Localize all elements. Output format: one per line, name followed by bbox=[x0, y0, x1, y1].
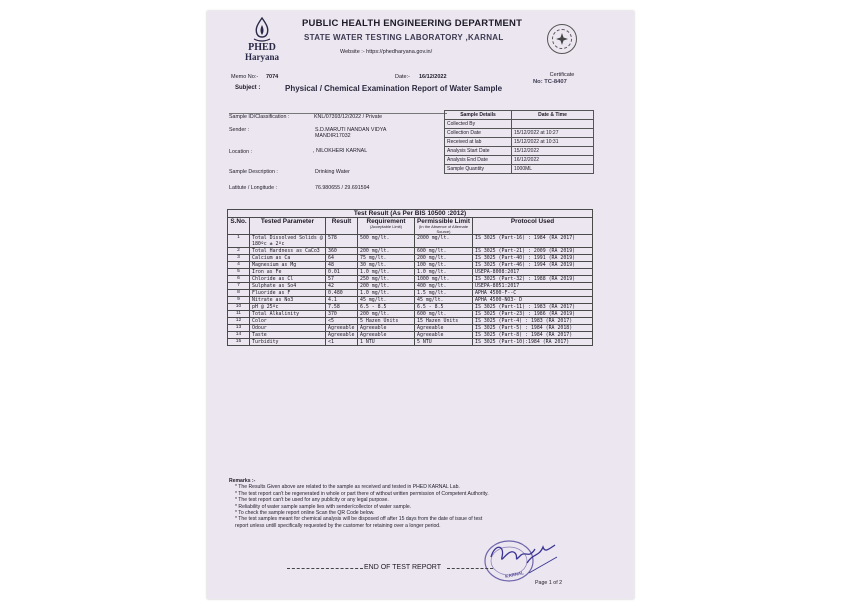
row-requirement: 1.0 mg/lt. bbox=[358, 290, 415, 297]
sample-desc-label: Sample Description : bbox=[229, 169, 278, 175]
end-line-right bbox=[447, 568, 493, 569]
requirement-label: Requirement bbox=[366, 218, 406, 225]
row-permissible: 100 mg/lt. bbox=[415, 262, 473, 269]
row-result: 578 bbox=[326, 235, 358, 248]
row-protocol: IS 3025 (Part-46) : 1994 (RA 2019) bbox=[473, 262, 593, 269]
remark-line: * To check the sample report online Scan the QR Code below. bbox=[235, 510, 375, 517]
row-permissible: 6.5 - 8.5 bbox=[415, 304, 473, 311]
table-row bbox=[228, 269, 593, 276]
location-label: Location : bbox=[229, 149, 252, 155]
remarks-title: Remarks :- bbox=[229, 478, 256, 484]
row-sno: 5 bbox=[228, 269, 250, 276]
test-result-title: Test Result (As Per BIS 10500 :2012) bbox=[228, 210, 593, 218]
row-parameter: Calcium as Ca bbox=[250, 255, 326, 262]
row-sno: 13 bbox=[228, 325, 250, 332]
detail-value: 15/12/2022 at 10:31 bbox=[512, 138, 594, 147]
row-sno: 9 bbox=[228, 297, 250, 304]
table-row bbox=[445, 120, 594, 129]
row-result: 64 bbox=[326, 255, 358, 262]
row-requirement: 1.0 mg/lt. bbox=[358, 269, 415, 276]
latlong-value: 76.980655 / 29.691594 bbox=[315, 185, 370, 191]
row-protocol: APHA 4500-F--C bbox=[473, 290, 593, 297]
remark-line: * The test report can't be used for any publicity or any legal purpose. bbox=[235, 497, 389, 504]
row-parameter: Taste bbox=[250, 332, 326, 339]
row-requirement: 30 mg/lt. bbox=[358, 262, 415, 269]
row-requirement: Agreeable bbox=[358, 325, 415, 332]
detail-label: Received at lab bbox=[445, 138, 512, 147]
row-permissible: 15 Hazen Units bbox=[415, 318, 473, 325]
table-row bbox=[445, 147, 594, 156]
table-row bbox=[228, 262, 593, 269]
lab-title: STATE WATER TESTING LABORATORY ,KARNAL bbox=[304, 33, 504, 42]
row-protocol: IS 3025 (Part-10):1984 (RA 2017) bbox=[473, 339, 593, 346]
detail-label: Analysis End Date bbox=[445, 156, 512, 165]
remark-line: * The test samples meant for chemical analysis will be disposed off after 15 days from the date of issue of test bbox=[235, 516, 483, 523]
col-sno-header: S.No. bbox=[228, 218, 250, 235]
row-requirement: Agreeable bbox=[358, 332, 415, 339]
department-title: PUBLIC HEALTH ENGINEERING DEPARTMENT bbox=[302, 18, 523, 29]
logo-phed-text: PHED bbox=[248, 42, 276, 53]
sample-id-value: KNL/07393/12/2022 / Private bbox=[314, 114, 383, 120]
row-protocol: USEPA-8008:2017 bbox=[473, 269, 593, 276]
row-permissible: 400 mg/lt. bbox=[415, 283, 473, 290]
row-requirement: 45 mg/lt. bbox=[358, 297, 415, 304]
detail-value: 15/12/2022 bbox=[512, 147, 594, 156]
detail-value: 1000ML bbox=[512, 165, 594, 174]
row-result: 48 bbox=[326, 262, 358, 269]
certificate-label: Certificate bbox=[549, 72, 575, 78]
col-permissible-header bbox=[415, 218, 473, 235]
sender-line-2: MANDIR17032 bbox=[315, 133, 351, 139]
permissible-label: Permissible Limit bbox=[417, 218, 470, 225]
col-result-header: Result bbox=[326, 218, 358, 235]
end-of-report: END OF TEST REPORT bbox=[364, 564, 442, 571]
row-requirement: 500 mg/lt. bbox=[358, 235, 415, 248]
row-result: <1 bbox=[326, 339, 358, 346]
phed-logo-icon bbox=[251, 17, 273, 43]
table-row bbox=[228, 297, 593, 304]
remark-line: report unless untill specifically requested by the customer for retaining over a longer period. bbox=[235, 522, 441, 529]
row-protocol: IS 3025 (Part-32) : 1988 (RA 2019) bbox=[473, 276, 593, 283]
row-parameter: Nitrate as No3 bbox=[250, 297, 326, 304]
row-sno: 11 bbox=[228, 311, 250, 318]
table-row bbox=[228, 248, 593, 255]
permissible-sublabel: (In the Absence of Alternate Source) bbox=[418, 224, 469, 234]
sample-details-header: Sample Details bbox=[445, 111, 512, 120]
table-row bbox=[228, 276, 593, 283]
row-result: 7.58 bbox=[326, 304, 358, 311]
detail-label: Collected By bbox=[445, 120, 512, 129]
row-protocol: IS 3025 (Part-16) : 1984 (RA 2017) bbox=[473, 235, 593, 248]
row-requirement: 5 Hazen Units bbox=[358, 318, 415, 325]
table-row bbox=[228, 290, 593, 297]
table-row bbox=[228, 311, 593, 318]
signature-stamp-icon bbox=[469, 533, 561, 585]
row-permissible: Agreeable bbox=[415, 325, 473, 332]
table-row bbox=[445, 156, 594, 165]
row-parameter: Iron as Fe bbox=[250, 269, 326, 276]
lab-seal-icon bbox=[547, 24, 577, 54]
row-parameter: pH @ 25ºc bbox=[250, 304, 326, 311]
row-permissible: 2000 mg/lt. bbox=[415, 235, 473, 248]
report-page bbox=[207, 11, 634, 599]
row-sno: 10 bbox=[228, 304, 250, 311]
page-number: Page 1 of 2 bbox=[535, 580, 563, 586]
row-result: 42 bbox=[326, 283, 358, 290]
results-body bbox=[228, 235, 593, 346]
requirement-sublabel: (Acceptable Limit) bbox=[369, 224, 402, 229]
logo-haryana-text: Haryana bbox=[244, 52, 279, 62]
row-permissible: 1.0 mg/lt. bbox=[415, 269, 473, 276]
row-result: <5 bbox=[326, 318, 358, 325]
row-protocol: IS 3025 (Part-5) : 1984 (RA 2018) bbox=[473, 325, 593, 332]
row-parameter: Chloride as Cl bbox=[250, 276, 326, 283]
table-row bbox=[228, 283, 593, 290]
table-row bbox=[228, 255, 593, 262]
row-parameter: Odour bbox=[250, 325, 326, 332]
report-date: 16/12/2022 bbox=[419, 74, 447, 80]
table-row bbox=[445, 129, 594, 138]
test-result-table bbox=[227, 209, 593, 346]
detail-label: Sample Quantity bbox=[445, 165, 512, 174]
row-requirement: 6.5 - 8.5 bbox=[358, 304, 415, 311]
row-sno: 4 bbox=[228, 262, 250, 269]
row-sno: 15 bbox=[228, 339, 250, 346]
row-requirement: 200 mg/lt. bbox=[358, 248, 415, 255]
col-protocol-header: Protocol Used bbox=[473, 218, 593, 235]
row-result: 360 bbox=[326, 248, 358, 255]
sample-id-label: Sample ID/Classification : bbox=[229, 114, 290, 120]
end-line-left bbox=[287, 568, 363, 569]
subject-text: Physical / Chemical Examination Report of Water Sample bbox=[285, 84, 503, 93]
remark-line: * The Results Given above are related to the sample as received and tested in PHED KARNAL Lab. bbox=[235, 484, 460, 491]
row-permissible: 1000 mg/lt. bbox=[415, 276, 473, 283]
latlong-label: Latitute / Longitude : bbox=[229, 185, 278, 191]
col-requirement-header bbox=[358, 218, 415, 235]
sender-label: Sender : bbox=[229, 127, 250, 133]
row-result: 370 bbox=[326, 311, 358, 318]
row-permissible: Agreeable bbox=[415, 332, 473, 339]
row-parameter: Turbidity bbox=[250, 339, 326, 346]
sample-details-table bbox=[444, 110, 594, 174]
row-sno: 12 bbox=[228, 318, 250, 325]
row-parameter: Total Alkalinity bbox=[250, 311, 326, 318]
row-result: 0.01 bbox=[326, 269, 358, 276]
row-protocol: IS 3025 (Part-8) : 1984 (RA 2017) bbox=[473, 332, 593, 339]
row-protocol: IS 3025 (Part-11) : 1983 (RA 2017) bbox=[473, 304, 593, 311]
remark-line: * Reliability of water sample sample lies with sender/collector of water sample. bbox=[235, 503, 412, 510]
certificate-number: No: TC-8407 bbox=[533, 79, 567, 85]
table-row bbox=[445, 138, 594, 147]
row-sno: 3 bbox=[228, 255, 250, 262]
row-permissible: 200 mg/lt. bbox=[415, 255, 473, 262]
row-permissible: 600 mg/lt. bbox=[415, 248, 473, 255]
website-link[interactable]: Website :- https://phedharyana.gov.in/ bbox=[340, 49, 433, 55]
row-parameter: Total Dissolved Solids @ 180ºc ± 2ºc bbox=[250, 235, 326, 248]
row-sno: 7 bbox=[228, 283, 250, 290]
remarks-block bbox=[229, 478, 599, 529]
table-row bbox=[228, 304, 593, 311]
row-result: 57 bbox=[326, 276, 358, 283]
row-permissible: 600 mg/lt. bbox=[415, 311, 473, 318]
subject-label: Subject : bbox=[235, 85, 261, 91]
row-protocol: IS 3025 (Part-4) : 1983 (RA 2017) bbox=[473, 318, 593, 325]
row-sno: 2 bbox=[228, 248, 250, 255]
table-row bbox=[228, 235, 593, 248]
detail-value bbox=[512, 120, 594, 129]
row-result: Agreeable bbox=[326, 325, 358, 332]
row-requirement: 1 NTU bbox=[358, 339, 415, 346]
table-row bbox=[228, 325, 593, 332]
table-row bbox=[445, 165, 594, 174]
row-permissible: 1.5 mg/lt. bbox=[415, 290, 473, 297]
row-protocol: APHA 4500-NO3- D bbox=[473, 297, 593, 304]
row-requirement: 250 mg/lt. bbox=[358, 276, 415, 283]
sender-line-1: S.D.MARUTI NANDAN VIDYA bbox=[315, 127, 387, 133]
remark-line: * The test report can't be regenerated in whole or part there of without written permission of Competent Authority. bbox=[235, 490, 489, 497]
row-parameter: Magnesium as Mg bbox=[250, 262, 326, 269]
row-permissible: 45 mg/lt. bbox=[415, 297, 473, 304]
memo-number: 7074 bbox=[266, 74, 279, 80]
row-requirement: 200 mg/lt. bbox=[358, 311, 415, 318]
detail-label: Collection Date bbox=[445, 129, 512, 138]
row-sno: 1 bbox=[228, 235, 250, 248]
row-parameter: Fluoride as F bbox=[250, 290, 326, 297]
table-row bbox=[228, 318, 593, 325]
memo-label: Memo No:- bbox=[231, 74, 259, 80]
row-result: 4.1 bbox=[326, 297, 358, 304]
table-row bbox=[228, 332, 593, 339]
row-permissible: 5 NTU bbox=[415, 339, 473, 346]
sample-desc-value: Drinking Water bbox=[315, 169, 350, 175]
row-result: Agreeable bbox=[326, 332, 358, 339]
row-sno: 14 bbox=[228, 332, 250, 339]
date-time-header: Date & Time bbox=[512, 111, 594, 120]
row-protocol: USEPA-8051:2017 bbox=[473, 283, 593, 290]
row-protocol: IS 3025 (Part-40) : 1991 (RA 2019) bbox=[473, 255, 593, 262]
date-label: Date:- bbox=[395, 74, 410, 80]
location-value: , NILOKHERI KARNAL bbox=[313, 148, 368, 154]
stamp-text: KARNAL bbox=[504, 570, 525, 579]
row-sno: 8 bbox=[228, 290, 250, 297]
row-sno: 6 bbox=[228, 276, 250, 283]
row-requirement: 75 mg/lt. bbox=[358, 255, 415, 262]
row-parameter: Total Hardness as CaCo3 bbox=[250, 248, 326, 255]
table-row bbox=[228, 339, 593, 346]
row-parameter: Sulphate as So4 bbox=[250, 283, 326, 290]
row-parameter: Color bbox=[250, 318, 326, 325]
col-param-header: Tested Parameter bbox=[250, 218, 326, 235]
row-protocol: IS 3025 (Part-23) : 1986 (RA 2019) bbox=[473, 311, 593, 318]
detail-label: Analysis Start Date bbox=[445, 147, 512, 156]
detail-value: 15/12/2022 at 10:27 bbox=[512, 129, 594, 138]
row-requirement: 200 mg/lt. bbox=[358, 283, 415, 290]
row-result: 0.480 bbox=[326, 290, 358, 297]
detail-value: 16/12/2022 bbox=[512, 156, 594, 165]
row-protocol: IS 3025 (Part-21) : 2009 (RA 2019) bbox=[473, 248, 593, 255]
